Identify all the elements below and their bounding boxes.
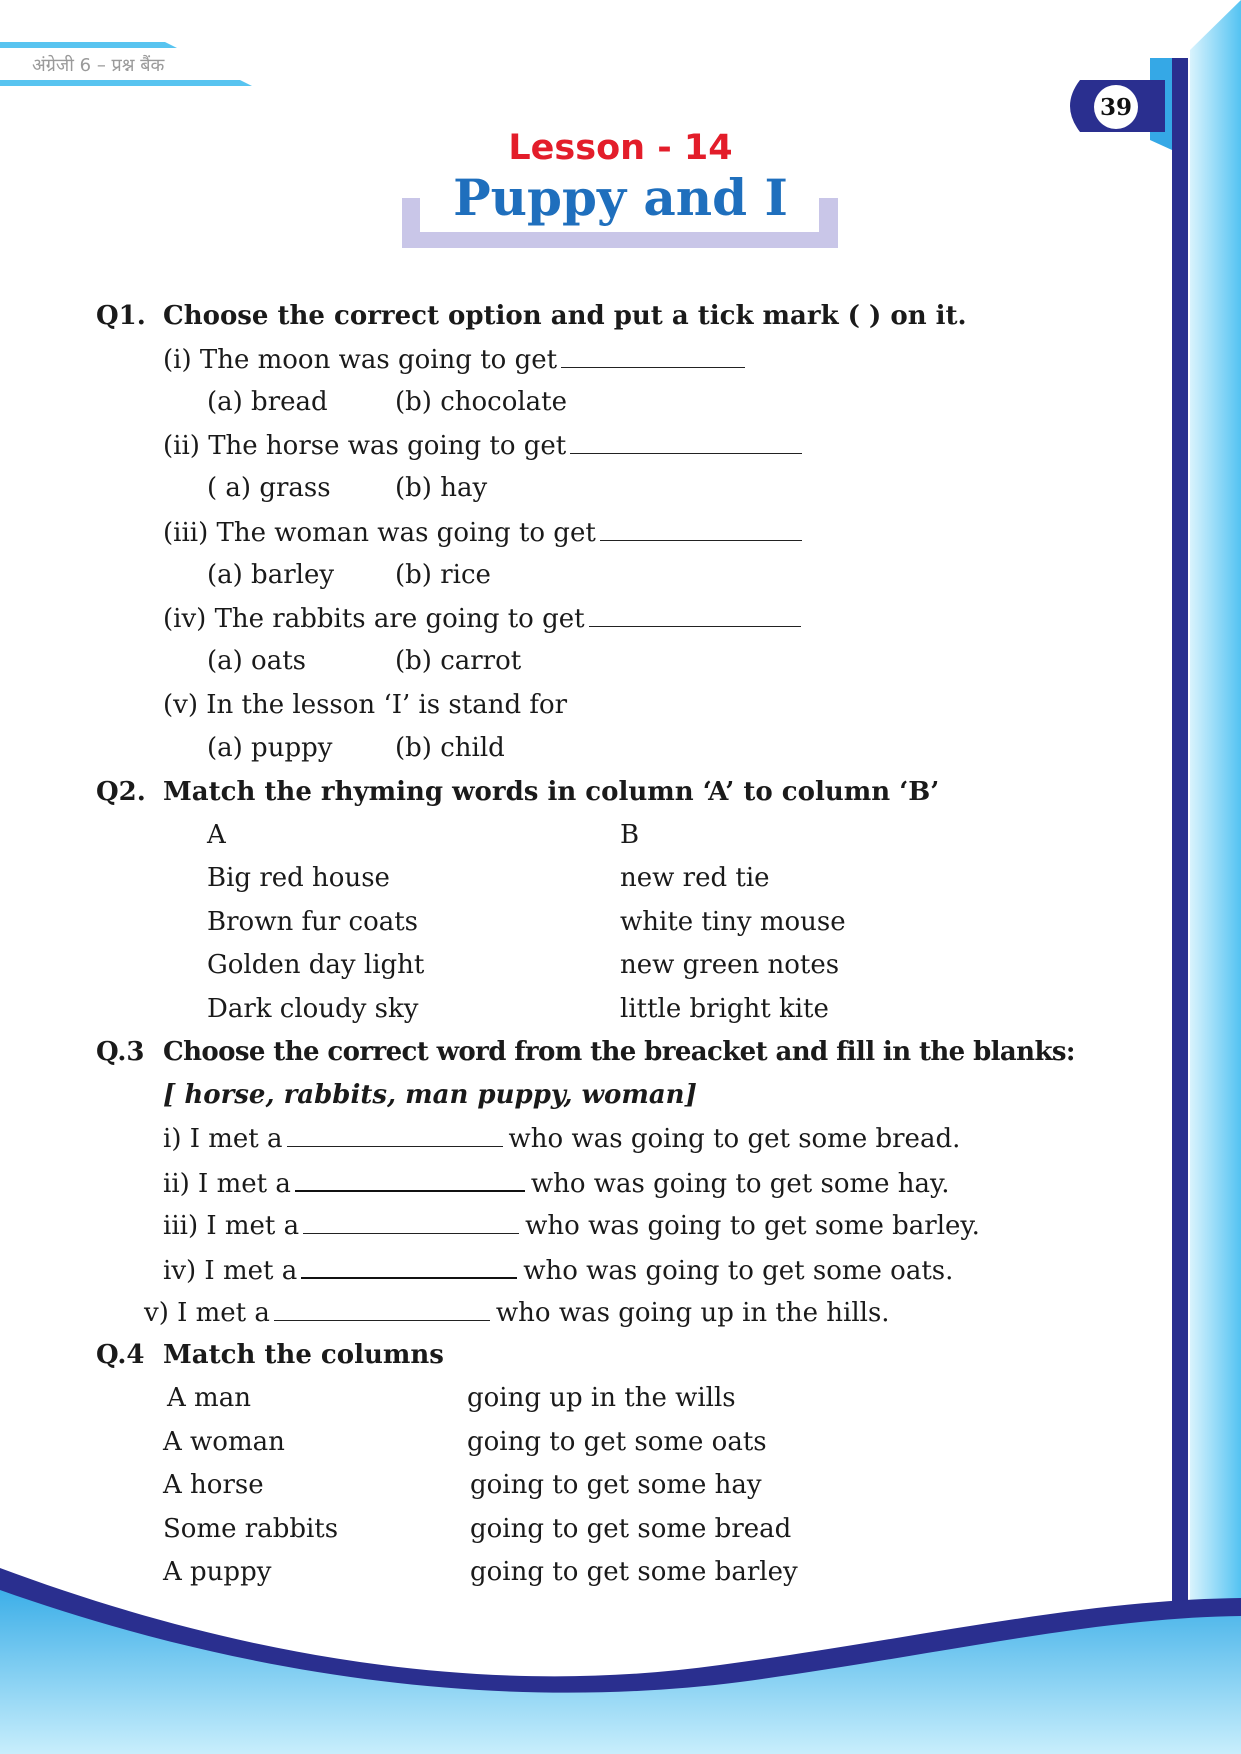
q1-item-2-option-b: (b) hay xyxy=(395,473,488,503)
header-stripe-top xyxy=(0,42,177,48)
item-text: The moon was going to get xyxy=(199,345,558,375)
answer-blank xyxy=(561,343,745,368)
lesson-number: Lesson - 14 xyxy=(508,128,733,168)
q1-item-3 xyxy=(163,516,802,549)
item-number: (v) xyxy=(163,690,198,720)
q3-word-bank: [ horse, rabbits, man puppy, woman] xyxy=(163,1080,697,1110)
q4-col-a-item: A man xyxy=(167,1383,251,1413)
q3-item-1 xyxy=(163,1122,960,1155)
item-number: (iv) xyxy=(163,604,207,634)
q1-item-2-option-a: ( a) grass xyxy=(207,473,331,503)
q1-instruction: Choose the correct option and put a tick mark ( ) on it. xyxy=(163,301,967,331)
item-pre: I met a xyxy=(204,1256,298,1286)
q3-item-5 xyxy=(144,1296,890,1329)
item-pre: I met a xyxy=(177,1298,270,1328)
q2-col-a-item: Big red house xyxy=(207,863,390,893)
item-text: In the lesson ‘I’ is stand for xyxy=(206,690,568,720)
q4-col-b-item: going to get some barley xyxy=(470,1557,798,1587)
q4-col-b-item: going to get some bread xyxy=(470,1514,792,1544)
q4-col-a-item: Some rabbits xyxy=(163,1514,339,1544)
item-pre: I met a xyxy=(206,1211,300,1241)
q4-col-b-item: going up in the wills xyxy=(467,1383,736,1413)
q1-item-2 xyxy=(163,429,802,462)
q1-item-3-option-a: (a) barley xyxy=(207,560,335,590)
item-number: i) xyxy=(163,1124,182,1154)
answer-blank xyxy=(274,1296,490,1321)
item-pre: I met a xyxy=(189,1124,283,1154)
q2-col-a-item: Golden day light xyxy=(207,950,425,980)
q1-item-4 xyxy=(163,602,801,635)
q2-col-b-item: new red tie xyxy=(620,863,770,893)
item-number: (ii) xyxy=(163,431,200,461)
answer-blank xyxy=(600,516,802,541)
item-number: ii) xyxy=(163,1169,190,1199)
item-post: who was going to get some barley. xyxy=(525,1211,980,1241)
q3-item-3 xyxy=(163,1209,980,1242)
answer-blank xyxy=(303,1209,519,1234)
q2-col-b-item: little bright kite xyxy=(620,994,829,1024)
q1-item-5 xyxy=(163,689,567,721)
header-stripe-bottom xyxy=(0,80,252,86)
item-post: who was going up in the hills. xyxy=(495,1298,890,1328)
q1-item-5-option-b: (b) child xyxy=(395,733,505,763)
q4-instruction: Match the columns xyxy=(163,1340,444,1370)
lesson-title: Puppy and I xyxy=(453,168,788,227)
right-panel xyxy=(1190,0,1241,1754)
q3-item-2 xyxy=(163,1166,950,1200)
q4-col-b-item: going to get some hay xyxy=(470,1470,762,1500)
item-number: iii) xyxy=(163,1211,199,1241)
q4-col-a-item: A puppy xyxy=(163,1557,272,1587)
q4-col-a-item: A horse xyxy=(163,1470,264,1500)
item-post: who was going to get some bread. xyxy=(508,1124,961,1154)
q3-instruction: Choose the correct word from the breacket and fill in the blanks: xyxy=(163,1037,1075,1067)
q2-col-b-item: white tiny mouse xyxy=(620,907,846,937)
q1-item-3-option-b: (b) rice xyxy=(395,560,491,590)
q3-item-4 xyxy=(163,1253,953,1287)
q2-column-b-header: B xyxy=(620,820,640,850)
q2-instruction: Match the rhyming words in column ‘A’ to column ‘B’ xyxy=(163,777,940,807)
q2-col-b-item: new green notes xyxy=(620,950,840,980)
q4-label: Q.4 xyxy=(96,1340,145,1370)
page-number: 39 xyxy=(1099,94,1132,121)
item-pre: I met a xyxy=(198,1169,291,1199)
answer-blank xyxy=(570,429,802,454)
item-text: The horse was going to get xyxy=(208,431,567,461)
q2-col-a-item: Dark cloudy sky xyxy=(207,994,419,1024)
answer-blank xyxy=(295,1166,525,1192)
q1-label: Q1. xyxy=(96,301,146,331)
q4-col-a-item: A woman xyxy=(163,1427,285,1457)
q3-label: Q.3 xyxy=(96,1037,145,1067)
q1-item-4-option-a: (a) oats xyxy=(207,646,306,676)
item-number: v) xyxy=(144,1298,169,1328)
q2-label: Q2. xyxy=(96,777,146,807)
q4-col-b-item: going to get some oats xyxy=(467,1427,767,1457)
running-header: अंग्रेजी 6 – प्रश्न बैंक xyxy=(32,55,165,76)
item-number: iv) xyxy=(163,1256,197,1286)
item-text: The woman was going to get xyxy=(216,518,596,548)
answer-blank xyxy=(287,1122,503,1147)
q1-item-4-option-b: (b) carrot xyxy=(395,646,522,676)
q1-item-1 xyxy=(163,343,745,376)
item-number: (iii) xyxy=(163,518,209,548)
item-number: (i) xyxy=(163,345,192,375)
q1-item-1-option-b: (b) chocolate xyxy=(395,387,568,417)
q2-column-a-header: A xyxy=(207,820,226,850)
answer-blank xyxy=(301,1253,517,1279)
q1-item-1-option-a: (a) bread xyxy=(207,387,328,417)
q1-item-5-option-a: (a) puppy xyxy=(207,733,333,763)
right-panel-bar xyxy=(1172,58,1188,1618)
item-post: who was going to get some hay. xyxy=(530,1169,950,1199)
item-text: The rabbits are going to get xyxy=(214,604,585,634)
answer-blank xyxy=(589,602,801,627)
q2-col-a-item: Brown fur coats xyxy=(207,907,419,937)
item-post: who was going to get some oats. xyxy=(523,1256,954,1286)
